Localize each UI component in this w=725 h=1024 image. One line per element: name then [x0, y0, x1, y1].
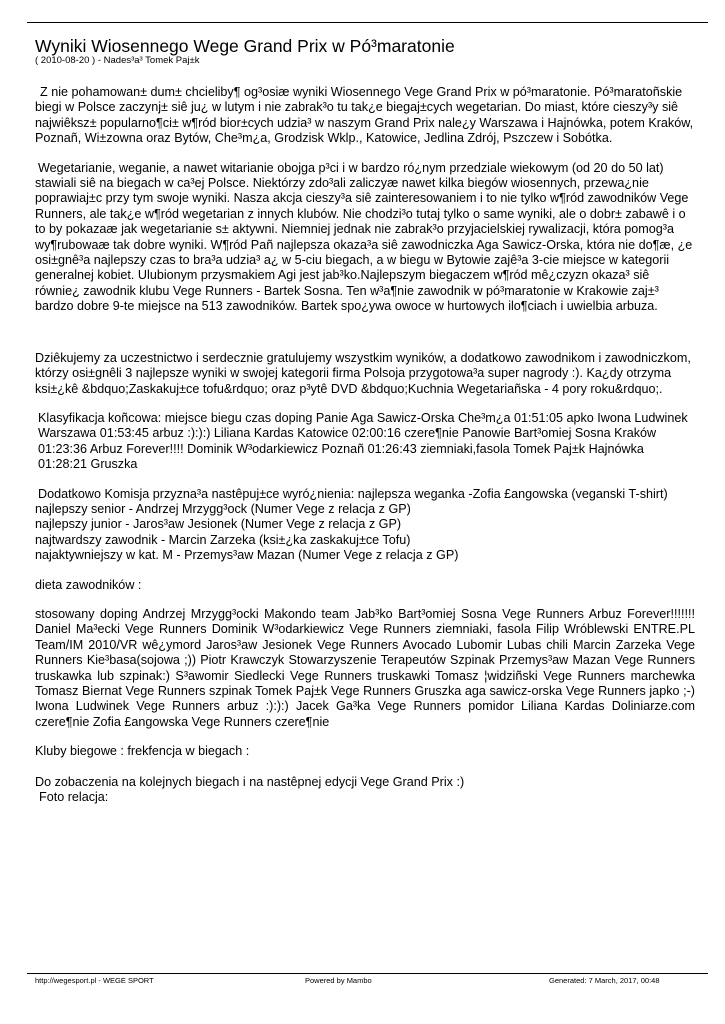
award-line: najlepszy junior - Jaros³aw Jesionek (Numer Vege z relacja z GP)	[35, 517, 402, 532]
article-body	[35, 85, 695, 805]
thanks-paragraph: Dziêkujemy za uczestnictwo i serdecznie gratulujemy wszystkim wyników, a dodatkowo zawodnikom i zawodniczkom, którzy osi±gnêli 3 najlepsze wyniki w swojej kategorii firma Polsoja przygotowa³a super nagrody :). Ka¿dy otrzyma ksi±¿kê &bdquo;Zaskakuj±ce tofu&rdquo; oraz p³ytê DVD &bdquo;Kuchnia Wegetariañska - 4 pory roku&rdquo;.	[35, 350, 691, 396]
footer-site-url: http://wegesport.pl - WEGE SPORT	[35, 976, 154, 985]
clubs-line: Kluby biegowe : frekfencja w biegach :	[35, 744, 250, 759]
award-line: najaktywniejszy w kat. M - Przemys³aw Mazan (Numer Vege z relacja z GP)	[35, 548, 459, 563]
intro-paragraph: Z nie pohamowan± dum± chcieliby¶ og³osiæ wyniki Wiosennego Vege Grand Prix w pó³maratonie. Pó³maratoñskie biegi w Polsce zaczynj± siê ju¿ w lutym i nie zabrak³o tu tak¿e biegaj±cych wegetarian. Do miast, które cieszy³y siê najwiêksz± popularno¶ci± w¶ród bior±cych udzia³ w naszym Grand Prix nale¿y Warszawa i Hajnówka, potem Kraków, Poznañ, Wi±zowna oraz Bytów, Che³m¿a, Grodzisk Wklp., Katowice, Jedlina Zdrój, Pszczew i Sobótka.	[35, 85, 694, 146]
classification-paragraph: Klasyfikacja koñcowa: miejsce biegu czas doping Panie Aga Sawicz-Orska Che³m¿a 01:51:05 apko Iwona Ludwinek Warszawa 01:53:45 arbuz :):):) Liliana Kardas Katowice 02:00:16 czere¶nie Panowie Bart³omiej Sosna Kraków 01:23:36 Arbuz Forever!!!! Dominik W³odarkiewicz Poznañ 01:26:43 ziemniaki,fasola Tomek Paj±k Hajnówka 01:28:21 Gruszka	[38, 410, 688, 472]
award-line: Dodatkowo Komisja przyzna³a nastêpuj±ce wyró¿nienia: najlepsza weganka -Zofia £angowska (veganski T-shirt)	[38, 486, 668, 501]
diet-paragraph: stosowany doping Andrzej Mrzygg³ocki Makondo team Jab³ko Bart³omiej Sosna Vege Runners Arbuz Forever!!!!!!! Daniel Ma³ecki Vege Runners Dominik W³odarkiewicz Vege Runners ziemniaki, fasola Filip Wróblewski ENTRE.PL Team/IM 2010/VR wê¿ymord Jaros³aw Jesionek Vege Runners Avocado Lubomir Lubas chili Marcin Zarzeka Vege Runners Kie³basa(sojowa ;)) Piotr Krawczyk Stowarzyszenie Terapeutów Szpinak Przemys³aw Mazan Vege Runners truskawka lub szpinak:) S³awomir Siedlecki Vege Runners truskawki Tomasz ¦widziñski Vege Runners marchewka Tomasz Biernat Vege Runners szpinak Tomek Paj±k Vege Runners Gruszka aga sawicz-orska Vege Runners japko ;-) Iwona Ludwinek Vege Runners arbuz :):):) Jacek Ga³ka Vege Runners pomidor Liliana Kardas Doliniarze.com czere¶nie Zofia £angowska Vege Runners czere¶nie	[35, 606, 695, 729]
closing-line: Do zobaczenia na kolejnych biegach i na nastêpnej edycji Vege Grand Prix :)	[35, 774, 465, 789]
award-line: najtwardszy zawodnik - Marcin Zarzeka (ksi±¿ka zaskakuj±ce Tofu)	[35, 532, 411, 547]
footer-rule	[27, 973, 708, 974]
page-title: Wyniki Wiosennego Wege Grand Prix w Pó³maratonie	[35, 36, 455, 56]
footer-powered-by: Powered by Mambo	[305, 976, 372, 985]
article-meta: ( 2010-08-20 ) - Nades³a³ Tomek Paj±k	[35, 55, 200, 66]
wegetarianie-paragraph: Wegetarianie, weganie, a nawet witarianie obojga p³ci i w bardzo ró¿nym przedziale wiekowym (od 20 do 50 lat) stawiali siê na biegach w ca³ej Polsce. Niektórzy zdo³ali zaliczyæ nawet kilka biegów wiosennych, przewa¿nie poprawiaj±c przy tym swoje wyniki. Nasza akcja cieszy³a siê zainteresowaniem i to nie tylko w¶ród zawodników Vege Runners, ale tak¿e w¶ród wegetarian z innych klubów. Nie chodzi³o tutaj tylko o same wyniki, ale o dobr± zabawê i o to by pokazaæ jak wegetarianie s± aktywni. Niemniej jednak nie zabrak³o przyjacielskiej rywalizacji, która pomog³a wy¶rubowaæ tak dobre wyniki. W¶ród Pañ najlepsza okaza³a siê zawodniczka Aga Sawicz-Orska, która nie do¶æ, ¿e osi±gnê³a najlepszy czas to bra³a udzia³ a¿ w 5-ciu biegach, a w biegu w Bytowie zajê³a 3-cie miejsce w kategorii generalnej kobiet. Ulubionym przysmakiem Agi jest jab³ko.Najlepszym biegaczem w¶ród mê¿czyzn okaza³ siê równie¿ zawodnik klubu Vege Runners - Bartek Sosna. Ten w³a¶nie zawodnik w pó³maratonie w Krakowie zaj±³ bardzo dobre 9-te miejsce na 513 zawodników. Bartek spo¿ywa owoce w hurtowych ilo¶ciach i uwielbia arbuza.	[35, 160, 693, 314]
diet-heading: dieta zawodników :	[35, 577, 142, 592]
awards-list	[35, 487, 695, 564]
award-line: najlepszy senior - Andrzej Mrzygg³ock (Numer Vege z relacja z GP)	[35, 501, 411, 516]
photo-link-label: Foto relacja:	[39, 790, 109, 805]
header-rule	[27, 22, 708, 23]
footer-generated-date: Generated: 7 March, 2017, 00:48	[549, 976, 660, 985]
